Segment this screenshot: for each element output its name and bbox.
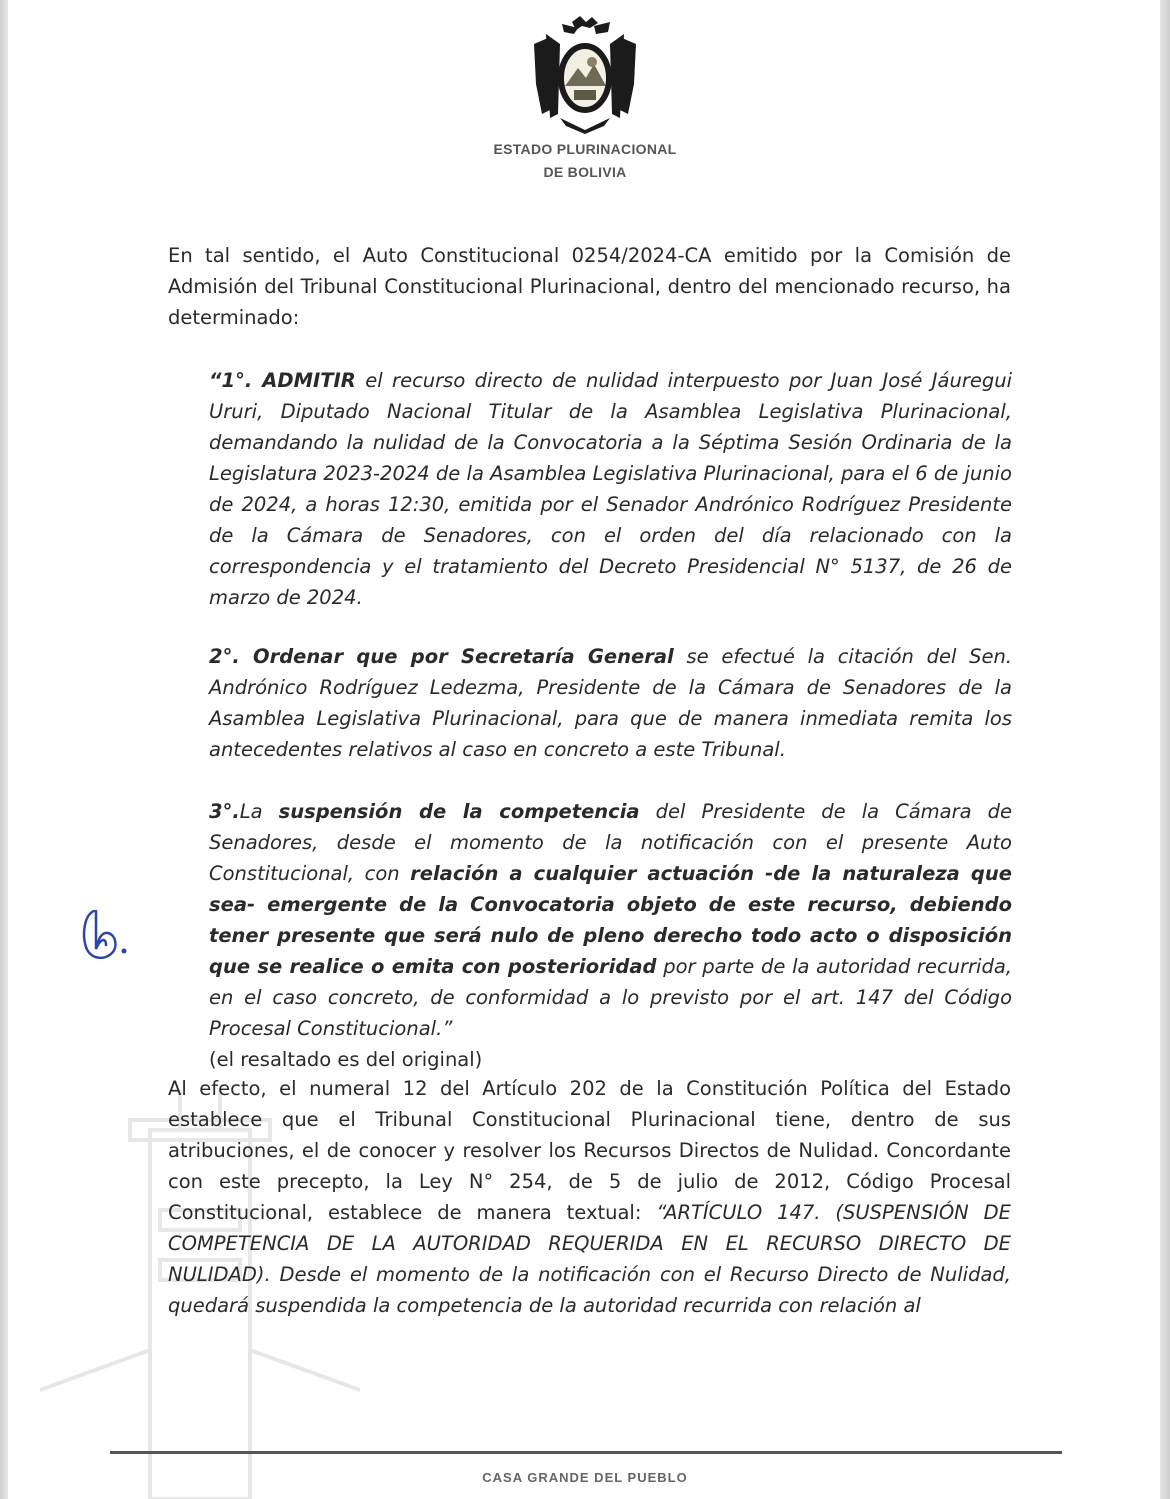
item-1-text: el recurso directo de nulidad interpuesto por Juan José Jáuregui Ururi, Diputado Nacional Titular de la Asamblea Legislativa Plurinacional, demandando la nulidad de la Convocatoria a la Séptima Sesión Ordinaria de la Legislatura 2023-2024 de la Asamblea Legislativa Plurinacional, para el 6 de junio de 2024, a horas 12:30, emitida por el Senador Andrónico Rodríguez Presidente de la Cámara de Senadores, con el orden del día relacionado con la correspondencia y el tratamiento del Decreto Presidencial N° 5137, de 26 de marzo de 2024. (209, 369, 1013, 609)
item-3-prefix: 3°. (209, 800, 240, 823)
intro-paragraph-text: En tal sentido, el Auto Constitucional 0254/2024-CA emitido por la Comisión de Admisión del Tribunal Constitucional Plurinacional, dentro del mencionado recurso, ha determinado: (168, 244, 1011, 329)
second-paragraph-regular: Al efecto, el numeral 12 del Artículo 202 de la Constitución Política del Estado establece que el Tribunal Constitucional Plurinacional tiene, dentro de sus atribuciones, el de conocer y resolver los Recursos Directos de Nulidad. Concordante con este precepto, la Ley N° 254, de 5 de julio de 2012, Código Procesal Constitucional, establece de manera textual: (168, 1077, 1011, 1224)
document-header (0, 14, 1170, 182)
item-1-prefix: “1°. ADMITIR (209, 369, 356, 392)
handwritten-circled-letter-icon (80, 905, 140, 965)
item-2-text: se efectué la citación del Sen. Andrónico Rodríguez Ledezma, Presidente de la Cámara de Senadores de la Asamblea Legislativa Plurinacional, para que de manera inmediata remita los antecedentes relativos al caso en concreto a este Tribunal. (209, 645, 1013, 761)
quote-item-1 (209, 365, 1012, 613)
item-3-bold-1: suspensión de la competencia (278, 800, 640, 823)
state-name-line1: ESTADO PLURINACIONAL (493, 141, 677, 157)
article-147-quote: “ARTÍCULO 147. (SUSPENSIÓN DE COMPETENCIA DE LA AUTORIDAD REQUERIDA EN EL RECURSO DIRECTO DE NULIDAD). Desde el momento de la notificación con el Recurso Directo de Nulidad, quedará suspendida la competencia de la autoridad recurrida con relación al (168, 1201, 1011, 1317)
item-3-text-1: del Presidente de la Cámara de Senadores, desde el momento de la notificación con el presente Auto Constitucional, con (209, 800, 1013, 885)
item-2-prefix: 2°. Ordenar que por Secretaría General (209, 645, 674, 668)
item-3-text-2: por parte de la autoridad recurrida, en el caso concreto, de conformidad a lo previsto por el art. 147 del Código Procesal Constitucional.” (209, 955, 1012, 1040)
quote-item-2 (209, 641, 1012, 765)
footer-rule (110, 1451, 1062, 1454)
footer-text: CASA GRANDE DEL PUEBLO (482, 1470, 688, 1485)
quote-item-3 (209, 796, 1012, 1075)
item-3-bold-2: relación a cualquier actuación -de la naturaleza que sea- emergente de la Convocatoria objeto de este recurso, debiendo tener presente que será nulo de pleno derecho todo acto o disposición que se realice o emita con posterioridad (209, 862, 1012, 978)
page-edge-left (0, 0, 8, 1499)
emphasis-note: (el resaltado es del original) (209, 1048, 483, 1071)
second-paragraph (168, 1073, 1011, 1321)
item-3-lead: La (239, 800, 279, 823)
page-edge-right (1160, 0, 1170, 1499)
intro-paragraph (168, 240, 1011, 333)
bolivia-coat-of-arms-icon (520, 14, 650, 136)
state-name-line2: DE BOLIVIA (543, 164, 627, 180)
